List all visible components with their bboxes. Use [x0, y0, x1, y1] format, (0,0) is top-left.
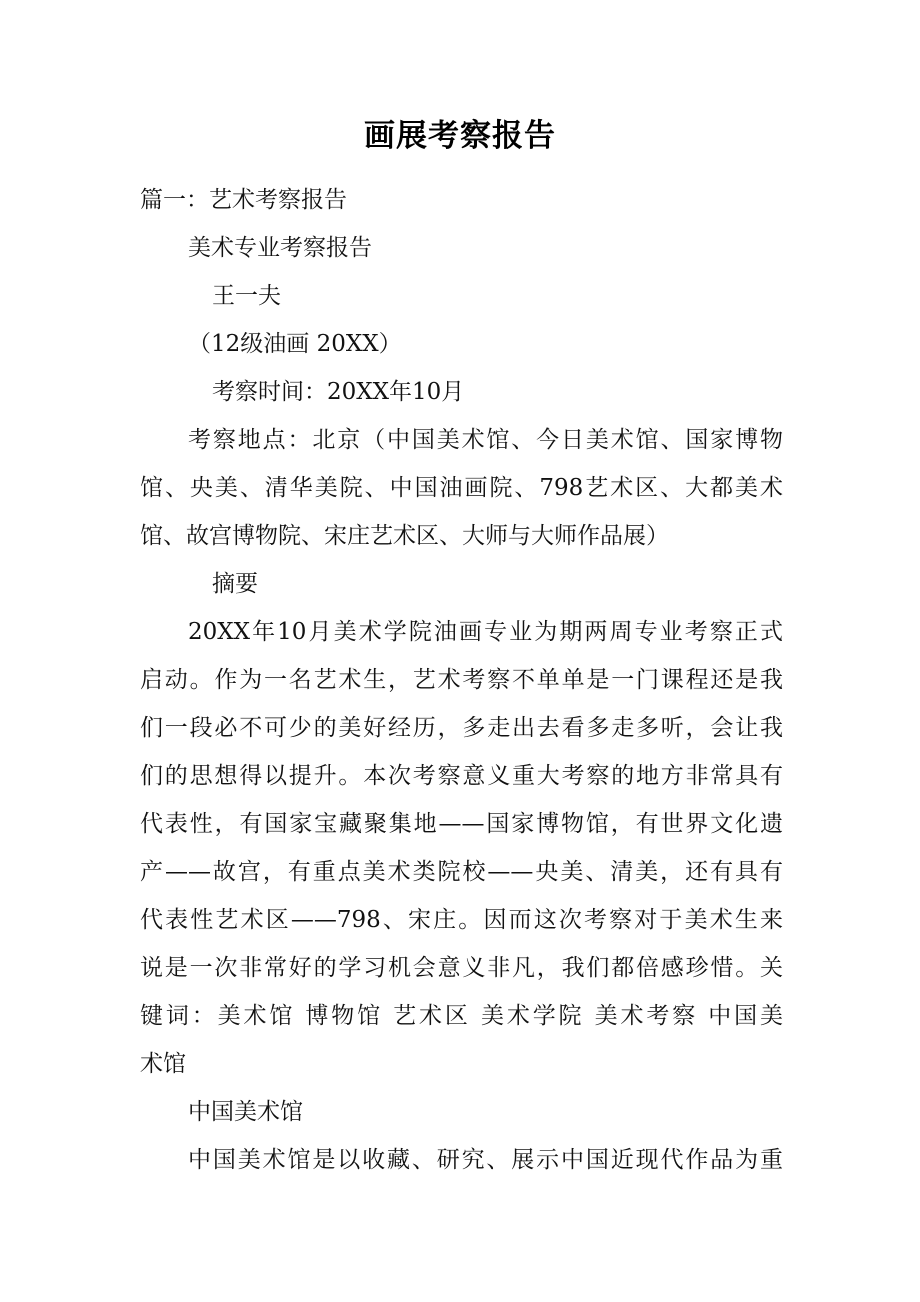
abstract-line-3: 们一段必不可少的美好经历，多走出去看多走多听，会让我 — [140, 715, 783, 741]
abstract-line-8: 说是一次非常好的学习机会意义非凡，我们都倍感珍惜。关 — [140, 955, 783, 981]
abstract-line-5: 代表性，有国家宝藏聚集地——国家博物馆，有世界文化遗 — [140, 811, 783, 837]
abstract-line-2: 启动。作为一名艺术生，艺术考察不单单是一门课程还是我 — [140, 667, 783, 693]
abstract-line-4: 们的思想得以提升。本次考察意义重大考察的地方非常具有 — [140, 763, 783, 789]
keywords-line-2: 术馆 — [140, 1051, 186, 1077]
china-art-museum-paragraph-line-1: 中国美术馆是以收藏、研究、展示中国近现代作品为重 — [188, 1147, 783, 1173]
author-class: （12级油画 20XX） — [188, 331, 402, 357]
abstract-heading: 摘要 — [212, 571, 258, 597]
inspection-location-line-1: 考察地点：北京（中国美术馆、今日美术馆、国家博物 — [188, 427, 783, 453]
abstract-line-7: 代表性艺术区——798、宋庄。因而这次考察对于美术生来 — [140, 907, 783, 933]
keywords-line-1: 键词：美术馆 博物馆 艺术区 美术学院 美术考察 中国美 — [140, 1003, 783, 1029]
inspection-location-line-2: 馆、央美、清华美院、中国油画院、798艺术区、大都美术 — [140, 475, 783, 501]
document-body — [140, 176, 783, 1184]
section-heading: 篇一：艺术考察报告 — [140, 187, 347, 213]
section-heading-china-art-museum: 中国美术馆 — [188, 1099, 303, 1125]
abstract-line-6: 产——故宫，有重点美术类院校——央美、清美，还有具有 — [140, 859, 783, 885]
inspection-time: 考察时间：20XX年10月 — [212, 379, 465, 405]
author-name: 王一夫 — [212, 283, 281, 309]
inspection-location-line-3: 馆、故宫博物院、宋庄艺术区、大师与大师作品展） — [140, 523, 669, 549]
abstract-line-1: 20XX年10月美术学院油画专业为期两周专业考察正式 — [188, 619, 783, 645]
report-subtitle: 美术专业考察报告 — [188, 235, 372, 261]
document-title: 画展考察报告 — [364, 118, 556, 154]
